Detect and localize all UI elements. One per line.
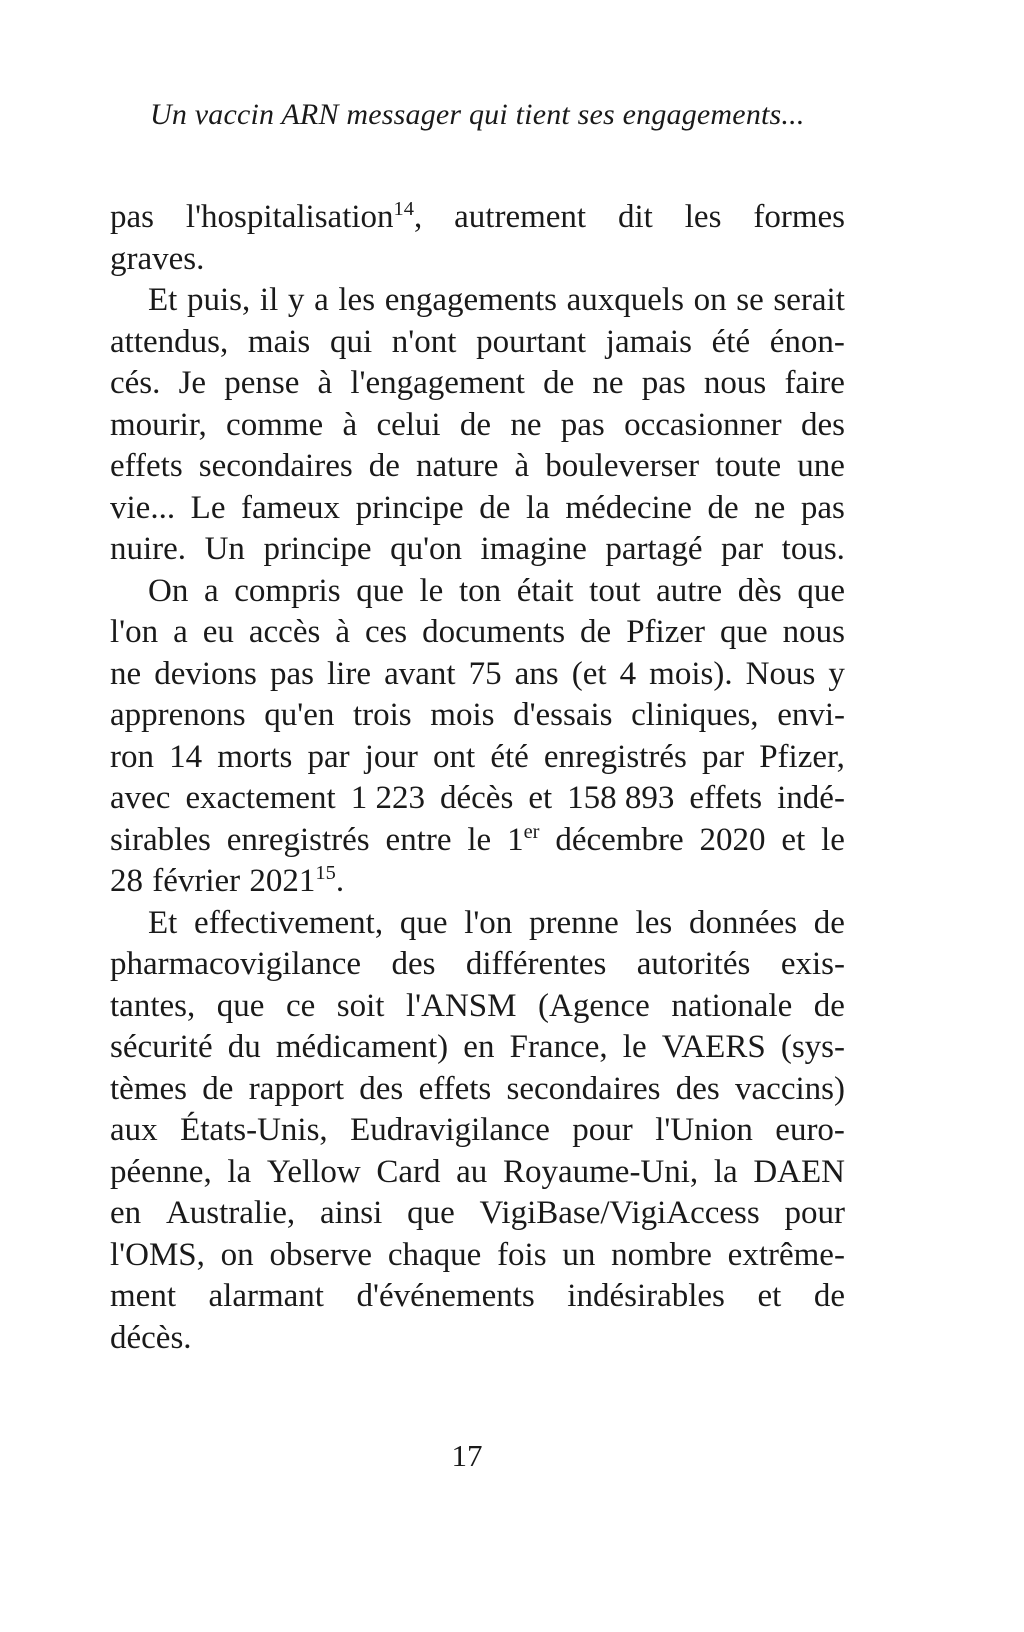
word: les xyxy=(338,282,376,318)
text-line xyxy=(110,571,845,613)
word: indésirables xyxy=(567,1278,725,1314)
word: Et xyxy=(148,282,178,318)
word: mois xyxy=(430,697,495,733)
word: attendus, xyxy=(110,323,229,360)
word: Yellow xyxy=(266,1153,361,1190)
word: des xyxy=(359,1070,404,1107)
ordinal-suffix: er xyxy=(523,820,540,843)
word: ne xyxy=(754,489,786,526)
word: tous. xyxy=(781,531,845,567)
word: comme xyxy=(226,406,324,443)
word: et xyxy=(757,1278,782,1314)
word: nombre xyxy=(611,1236,712,1273)
text-line xyxy=(110,903,845,945)
word: toute xyxy=(715,448,782,484)
word: des xyxy=(391,946,436,982)
footnote-ref: 15 xyxy=(315,862,336,884)
word: médicament) xyxy=(275,1029,449,1065)
word: février xyxy=(152,863,241,899)
word: enregistrés xyxy=(543,738,687,775)
text-line xyxy=(110,488,845,530)
word: l'engagement xyxy=(350,365,525,401)
word: ne xyxy=(592,365,624,401)
word: accès xyxy=(248,614,321,650)
word: en xyxy=(463,1029,495,1065)
word: l'OMS, xyxy=(110,1236,205,1273)
word: auxquels xyxy=(566,282,684,318)
word: Pfizer xyxy=(626,614,705,650)
word: vaccins) xyxy=(735,1070,845,1107)
word: graves. xyxy=(110,240,205,277)
word-with-footnote: 2021$^{15}$. xyxy=(249,862,345,899)
body-text xyxy=(110,197,845,1359)
word: fois xyxy=(497,1236,547,1273)
word: pharmacovigilance xyxy=(110,946,362,982)
word: que xyxy=(797,572,845,609)
word: ans xyxy=(514,655,559,692)
word: mois). xyxy=(649,655,733,692)
ordinal: 1er xyxy=(507,820,540,858)
word: celui xyxy=(376,406,441,443)
word: extrême- xyxy=(727,1236,845,1273)
word: pas xyxy=(560,406,605,443)
word: le xyxy=(821,821,845,858)
word: été xyxy=(711,323,751,360)
word: avec xyxy=(110,780,171,816)
word: de xyxy=(202,1070,234,1107)
word: pas xyxy=(641,365,686,401)
word: apprenons xyxy=(110,697,246,733)
word: Pfizer, xyxy=(759,738,845,775)
text-line xyxy=(110,861,845,903)
word: On xyxy=(148,572,189,609)
text-line xyxy=(110,1235,845,1277)
word: a xyxy=(203,572,219,609)
word: puis, xyxy=(186,282,251,318)
word: États-Unis, xyxy=(180,1112,328,1148)
word: (et xyxy=(571,655,607,692)
word: que xyxy=(719,614,768,650)
text-line xyxy=(110,1276,845,1318)
word: principe xyxy=(263,531,372,567)
word: pas xyxy=(110,199,154,235)
word: par xyxy=(701,738,745,775)
word: ainsi xyxy=(319,1195,383,1231)
word: et xyxy=(781,821,806,858)
word: serait xyxy=(773,282,845,318)
word: décès. xyxy=(110,1319,192,1356)
word: autrement xyxy=(454,199,587,235)
word: données xyxy=(688,904,798,941)
word: à xyxy=(342,406,358,443)
text-line xyxy=(110,405,845,447)
word: différentes xyxy=(465,946,607,982)
text-line xyxy=(110,239,845,281)
word: nous xyxy=(703,365,767,401)
word: ment xyxy=(110,1278,176,1314)
word: Card xyxy=(376,1153,441,1190)
word: des xyxy=(800,406,845,443)
word: des xyxy=(675,1070,720,1107)
word: sécurité xyxy=(110,1029,213,1065)
word: qu'en xyxy=(264,697,335,733)
word: entre xyxy=(385,821,452,858)
word: Je xyxy=(178,365,207,401)
word: les xyxy=(684,199,722,235)
word: de xyxy=(813,1278,845,1314)
word: nature xyxy=(415,448,499,484)
word: pour xyxy=(784,1195,845,1231)
word: par xyxy=(307,738,350,775)
word: n'ont xyxy=(391,323,457,360)
word: DAEN xyxy=(753,1153,845,1190)
word: il xyxy=(259,282,279,318)
word: pourtant xyxy=(476,323,587,360)
word: la xyxy=(713,1153,738,1190)
word: tèmes xyxy=(110,1070,187,1107)
word: était xyxy=(516,572,574,609)
page-number: 17 xyxy=(451,1438,483,1473)
text-line xyxy=(110,612,845,654)
word: un xyxy=(562,1236,596,1273)
word: on xyxy=(220,1236,254,1273)
word: nous xyxy=(782,614,845,650)
word: envi- xyxy=(777,697,845,733)
word: observe xyxy=(269,1236,373,1273)
word: 14 xyxy=(169,738,203,775)
word: bouleverser xyxy=(545,448,700,484)
word: d'événements xyxy=(356,1278,535,1314)
word: y xyxy=(287,282,305,318)
word: de xyxy=(813,987,845,1024)
word: pense xyxy=(224,365,300,401)
word: occasionner xyxy=(624,406,782,443)
word: de xyxy=(459,406,492,443)
word: principe xyxy=(355,489,464,526)
word: ce xyxy=(285,987,316,1024)
word: 4 xyxy=(619,655,637,692)
word: à xyxy=(514,448,530,484)
word: nationale xyxy=(671,987,793,1024)
word: pour xyxy=(572,1112,633,1148)
word: y xyxy=(828,655,845,692)
word: le xyxy=(419,572,444,609)
word: l'ANSM xyxy=(406,987,517,1024)
word: secondaires xyxy=(506,1070,661,1107)
word: de xyxy=(543,365,575,401)
word: indé- xyxy=(777,780,845,816)
word: qui xyxy=(329,323,373,360)
word: soit xyxy=(336,987,385,1024)
word: que xyxy=(356,572,404,609)
word: autre xyxy=(656,572,723,609)
word: d'essais xyxy=(513,697,613,733)
word: jamais xyxy=(605,323,692,360)
word: France, xyxy=(509,1029,608,1065)
text-line xyxy=(110,1193,845,1235)
word: partagé xyxy=(605,531,703,567)
word: 75 xyxy=(468,655,502,692)
word: engagements xyxy=(384,282,557,318)
word: ont xyxy=(433,738,476,775)
text-line xyxy=(110,363,845,405)
word: Et xyxy=(148,904,178,941)
word: cliniques, xyxy=(631,697,759,733)
word: de xyxy=(580,614,612,650)
word: mais xyxy=(247,323,311,360)
word: ne xyxy=(510,406,542,443)
word: a xyxy=(314,282,329,318)
word: VAERS xyxy=(661,1029,766,1065)
word: l'on xyxy=(110,614,159,650)
word: que xyxy=(407,1195,455,1231)
text-line xyxy=(110,1027,845,1069)
word: (sys- xyxy=(780,1029,845,1065)
word: ron xyxy=(110,738,154,775)
word: à xyxy=(335,614,350,650)
word: été xyxy=(490,738,529,775)
word: autorités xyxy=(636,946,751,982)
word: décembre xyxy=(555,821,684,858)
word: devions xyxy=(154,655,257,692)
word: une xyxy=(797,448,845,484)
text-line xyxy=(110,1110,845,1152)
word: pas xyxy=(269,655,314,692)
word: euro- xyxy=(775,1112,845,1148)
word: exis- xyxy=(780,946,845,982)
word: de xyxy=(368,448,400,484)
word: péenne, xyxy=(110,1153,212,1190)
word: sirables xyxy=(110,821,211,858)
word: morts xyxy=(217,738,293,775)
word: l'on xyxy=(464,904,513,941)
word: ne xyxy=(110,655,142,692)
word: dit xyxy=(618,199,653,235)
word: effets xyxy=(689,780,763,816)
word: les xyxy=(635,904,673,941)
word: Nous xyxy=(745,655,816,692)
word: on xyxy=(693,282,727,318)
word: la xyxy=(526,489,550,526)
word: cés. xyxy=(110,365,161,401)
word: prenne xyxy=(529,904,619,941)
word: 1 223 xyxy=(350,780,425,816)
word: de xyxy=(813,904,845,941)
word: faire xyxy=(784,365,845,401)
word: Australie, xyxy=(165,1195,296,1231)
word: VigiBase/VigiAccess xyxy=(479,1195,760,1231)
text-line xyxy=(110,695,845,737)
word: avant xyxy=(384,655,456,692)
word: eu xyxy=(202,614,234,650)
word: le xyxy=(467,821,492,858)
word: exactement xyxy=(185,780,336,816)
word-with-footnote: l'hospitalisation$^{14}$, xyxy=(185,198,423,235)
word: compris xyxy=(234,572,341,609)
word: médecine xyxy=(565,489,692,526)
word: dès xyxy=(737,572,782,609)
text-line xyxy=(110,446,845,488)
word: le xyxy=(622,1029,647,1065)
word: alarmant xyxy=(208,1278,324,1314)
text-line xyxy=(110,944,845,986)
text-line xyxy=(110,737,845,779)
word: que xyxy=(216,987,265,1024)
text-line xyxy=(110,1069,845,1111)
word: documents xyxy=(422,614,566,650)
word: effectivement, xyxy=(194,904,384,941)
word: enregistrés xyxy=(226,821,370,858)
word: mourir, xyxy=(110,406,207,443)
word: Un xyxy=(204,531,245,567)
text-line xyxy=(110,820,845,862)
word: et xyxy=(528,780,553,816)
text-line xyxy=(110,778,845,820)
text-line xyxy=(110,197,845,239)
word: a xyxy=(173,614,188,650)
word: par xyxy=(721,531,764,567)
word: jour xyxy=(364,738,418,775)
word: (Agence xyxy=(538,987,650,1024)
word: l'Union xyxy=(655,1112,753,1148)
word: se xyxy=(736,282,764,318)
word: ton xyxy=(458,572,502,609)
running-head: Un vaccin ARN messager qui tient ses engagements... xyxy=(150,98,805,131)
word: lire xyxy=(327,655,371,692)
word: trois xyxy=(352,697,412,733)
word: imagine xyxy=(480,531,587,567)
text-line xyxy=(110,280,845,322)
word: en xyxy=(110,1195,142,1231)
text-line xyxy=(110,529,845,571)
word: du xyxy=(227,1029,261,1065)
text-line xyxy=(110,1152,845,1194)
word: de xyxy=(479,489,511,526)
word: tantes, xyxy=(110,987,196,1024)
word: à xyxy=(317,365,333,401)
text-line xyxy=(110,654,845,696)
word: effets xyxy=(110,448,183,484)
word: vie... xyxy=(110,489,176,526)
text-line xyxy=(110,986,845,1028)
word: 2020 xyxy=(699,821,766,858)
word: décès xyxy=(440,780,514,816)
word: Le xyxy=(190,489,226,526)
word: qu'on xyxy=(390,531,463,567)
word: nuire. xyxy=(110,531,187,567)
text-line xyxy=(110,1318,845,1360)
text-line xyxy=(110,322,845,364)
word: ces xyxy=(364,614,408,650)
word: rapport xyxy=(248,1070,344,1107)
word: au xyxy=(456,1153,488,1190)
footnote-ref: 14 xyxy=(393,198,414,220)
word: tout xyxy=(589,572,641,609)
word: aux xyxy=(110,1112,158,1148)
word: la xyxy=(227,1153,252,1190)
word: énon- xyxy=(769,323,845,360)
word: chaque xyxy=(387,1236,482,1273)
word: Eudravigilance xyxy=(350,1112,550,1148)
word: effets xyxy=(418,1070,492,1107)
word: secondaires xyxy=(198,448,353,484)
word: formes xyxy=(753,199,845,235)
word: que xyxy=(399,904,448,941)
word: Royaume-Uni, xyxy=(502,1153,699,1190)
word: fameux xyxy=(241,489,340,526)
word: 158 893 xyxy=(567,780,675,816)
word: pas xyxy=(800,489,845,526)
word: 28 xyxy=(110,863,143,899)
word: de xyxy=(707,489,739,526)
